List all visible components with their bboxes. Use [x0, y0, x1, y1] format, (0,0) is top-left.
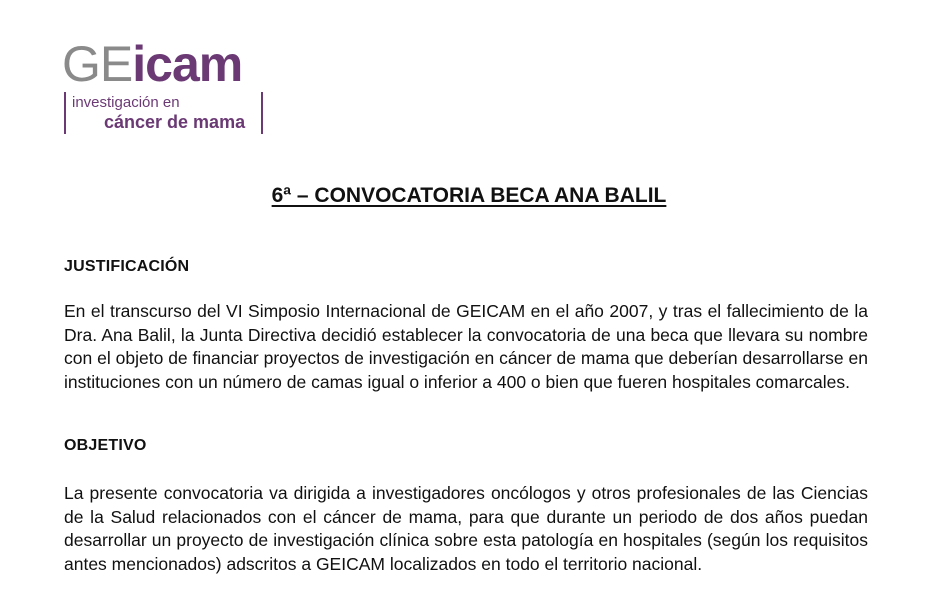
- section-heading-objetivo: OBJETIVO: [64, 437, 147, 454]
- section-paragraph-objetivo: La presente convocatoria va dirigida a investigadores oncólogos y otros profesionales de las Ciencias de la Salud relacionados con el cáncer de mama, para que durante un periodo de dos años puedan desarrollar un proyecto de investigación clínica sobre esta patología en hospitales (según los requisitos antes mencionados) adscritos a GEICAM localizados en todo el territorio nacional.: [64, 483, 868, 574]
- document-title: [0, 184, 938, 208]
- logo-ge: GE: [62, 36, 133, 92]
- section-heading-justificacion: JUSTIFICACIÓN: [64, 258, 190, 275]
- logo-wordmark: [62, 36, 242, 92]
- logo-tagline-line2: cáncer de mama: [104, 112, 246, 132]
- geicam-logo: [62, 36, 282, 146]
- logo-tagline-box: [64, 92, 263, 134]
- logo-tagline-line1: investigación en: [72, 94, 180, 111]
- document-title-text: 6ª – CONVOCATORIA BECA ANA BALIL: [271, 184, 667, 207]
- logo-icam: icam: [132, 36, 243, 92]
- section-paragraph-justificacion: En el transcurso del VI Simposio Internacional de GEICAM en el año 2007, y tras el fallecimiento de la Dra. Ana Balil, la Junta Directiva decidió establecer la convocatoria de una beca que llevara su nombre con el objeto de financiar proyectos de investigación en cáncer de mama que deberían desarrollarse en instituciones con un número de camas igual o inferior a 400 o bien que fueren hospitales comarcales.: [64, 301, 868, 392]
